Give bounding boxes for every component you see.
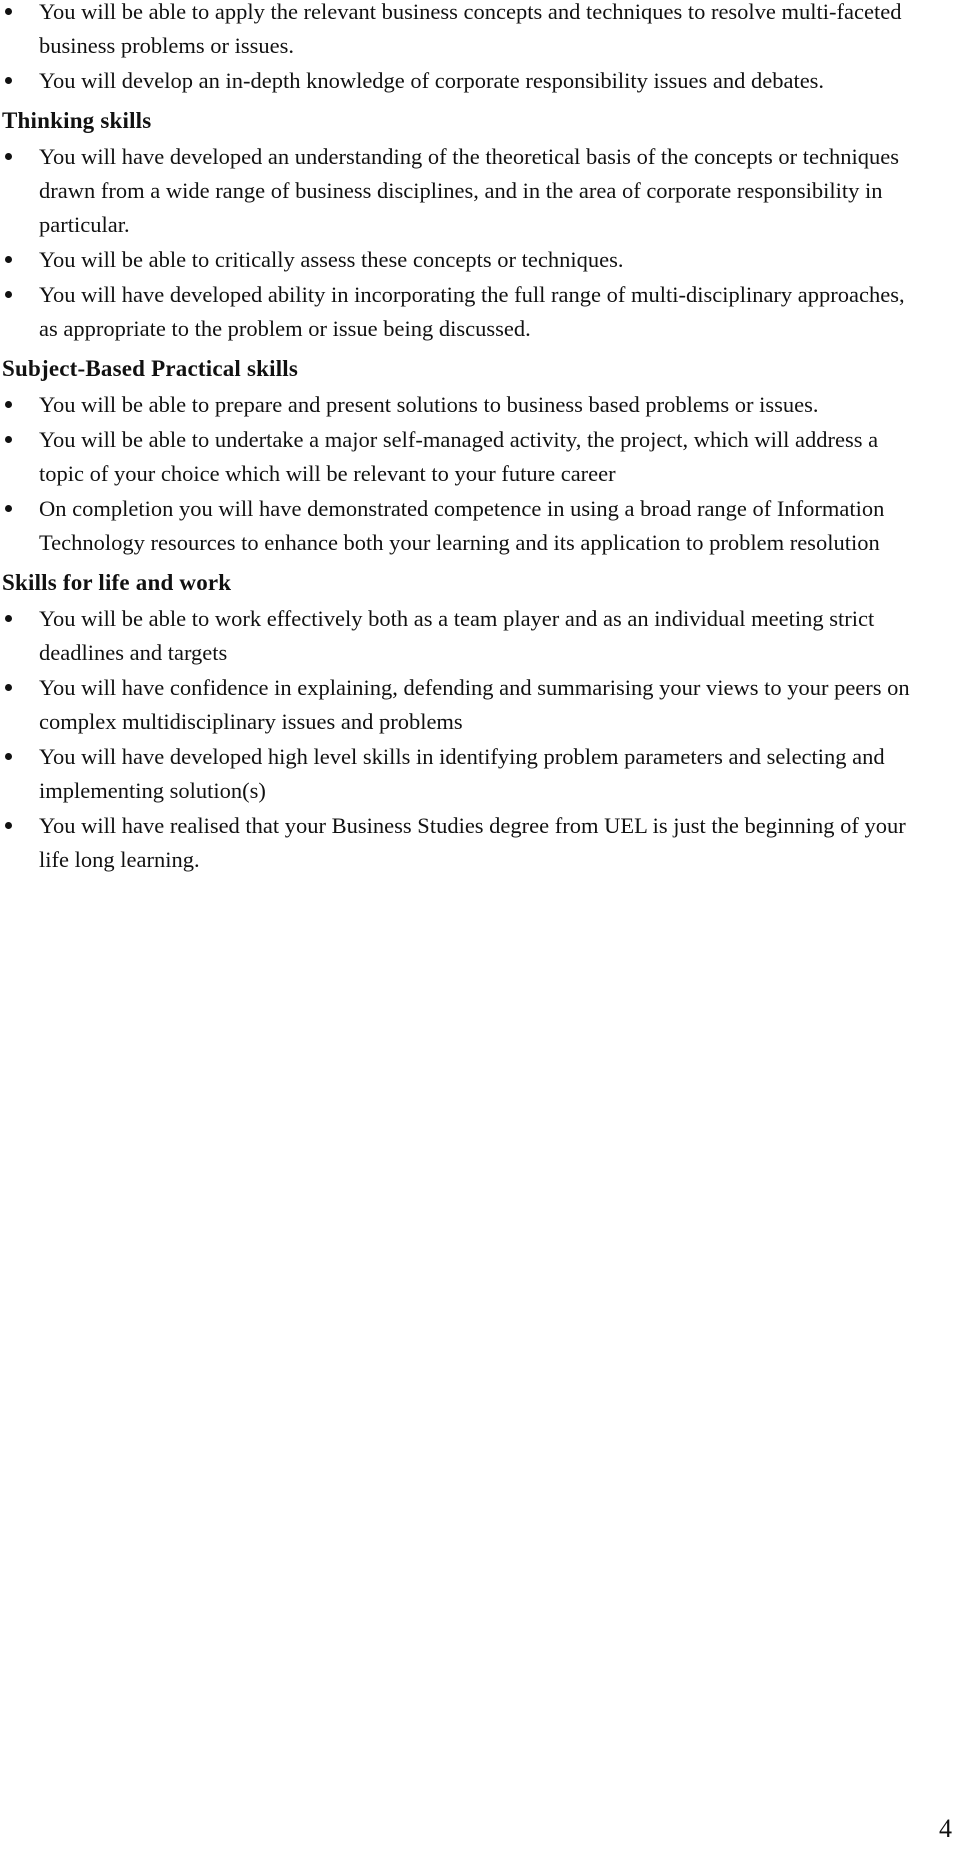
bullet-icon xyxy=(5,8,12,15)
list-item xyxy=(2,602,927,670)
bullet-text: On completion you will have demonstrated competence in using a broad range of Information Technology resources to enhance both your learning and its application to problem resolution xyxy=(39,496,885,555)
practical-bullet-list xyxy=(2,388,927,560)
practical-skills-section xyxy=(2,352,927,560)
list-item xyxy=(2,740,927,808)
list-item xyxy=(2,278,927,346)
bullet-icon xyxy=(5,615,12,622)
list-item xyxy=(2,423,927,491)
bullet-text: You will have developed ability in incorporating the full range of multi-disciplinary approaches, as appropriate to the problem or issue being discussed. xyxy=(39,282,905,341)
bullet-icon xyxy=(5,753,12,760)
section-heading: Subject-Based Practical skills xyxy=(2,356,299,381)
bullet-icon xyxy=(5,822,12,829)
list-item xyxy=(2,243,927,277)
list-item xyxy=(2,388,927,422)
bullet-text: You will develop an in-depth knowledge of corporate responsibility issues and debates. xyxy=(39,68,825,93)
list-item xyxy=(2,64,927,98)
bullet-text: You will be able to critically assess these concepts or techniques. xyxy=(39,247,624,272)
bullet-icon xyxy=(5,291,12,298)
section-heading: Thinking skills xyxy=(2,108,152,133)
life-work-skills-section xyxy=(2,566,927,877)
list-item xyxy=(2,492,927,560)
life-bullet-list xyxy=(2,602,927,877)
bullet-text: You will be able to undertake a major self-managed activity, the project, which will address a topic of your choice which will be relevant to your future career xyxy=(39,427,879,486)
thinking-bullet-list xyxy=(2,140,927,346)
list-item xyxy=(2,809,927,877)
bullet-icon xyxy=(5,684,12,691)
list-item xyxy=(2,0,927,63)
intro-section xyxy=(2,0,927,98)
list-item xyxy=(2,671,927,739)
page-content xyxy=(2,0,927,878)
bullet-text: You will be able to prepare and present solutions to business based problems or issues. xyxy=(39,392,819,417)
bullet-icon xyxy=(5,256,12,263)
bullet-icon xyxy=(5,505,12,512)
bullet-text: You will have confidence in explaining, defending and summarising your views to your peers on complex multidisciplinary issues and problems xyxy=(39,675,910,734)
bullet-text: You will have realised that your Business Studies degree from UEL is just the beginning of your life long learning. xyxy=(39,813,906,872)
bullet-icon xyxy=(5,401,12,408)
section-heading: Skills for life and work xyxy=(2,570,232,595)
bullet-icon xyxy=(5,153,12,160)
list-item xyxy=(2,140,927,242)
intro-bullet-list xyxy=(2,0,927,98)
bullet-text: You will be able to work effectively both as a team player and as an individual meeting strict deadlines and targets xyxy=(39,606,875,665)
thinking-skills-section xyxy=(2,104,927,346)
bullet-icon xyxy=(5,77,12,84)
bullet-icon xyxy=(5,436,12,443)
bullet-text: You will have developed an understanding of the theoretical basis of the concepts or techniques drawn from a wide range of business disciplines, and in the area of corporate responsibility in particular. xyxy=(39,144,899,237)
bullet-text: You will have developed high level skills in identifying problem parameters and selecting and implementing solution(s) xyxy=(39,744,885,803)
page-number: 4 xyxy=(939,1814,952,1843)
bullet-text: You will be able to apply the relevant business concepts and techniques to resolve multi-faceted business problems or issues. xyxy=(39,0,902,58)
